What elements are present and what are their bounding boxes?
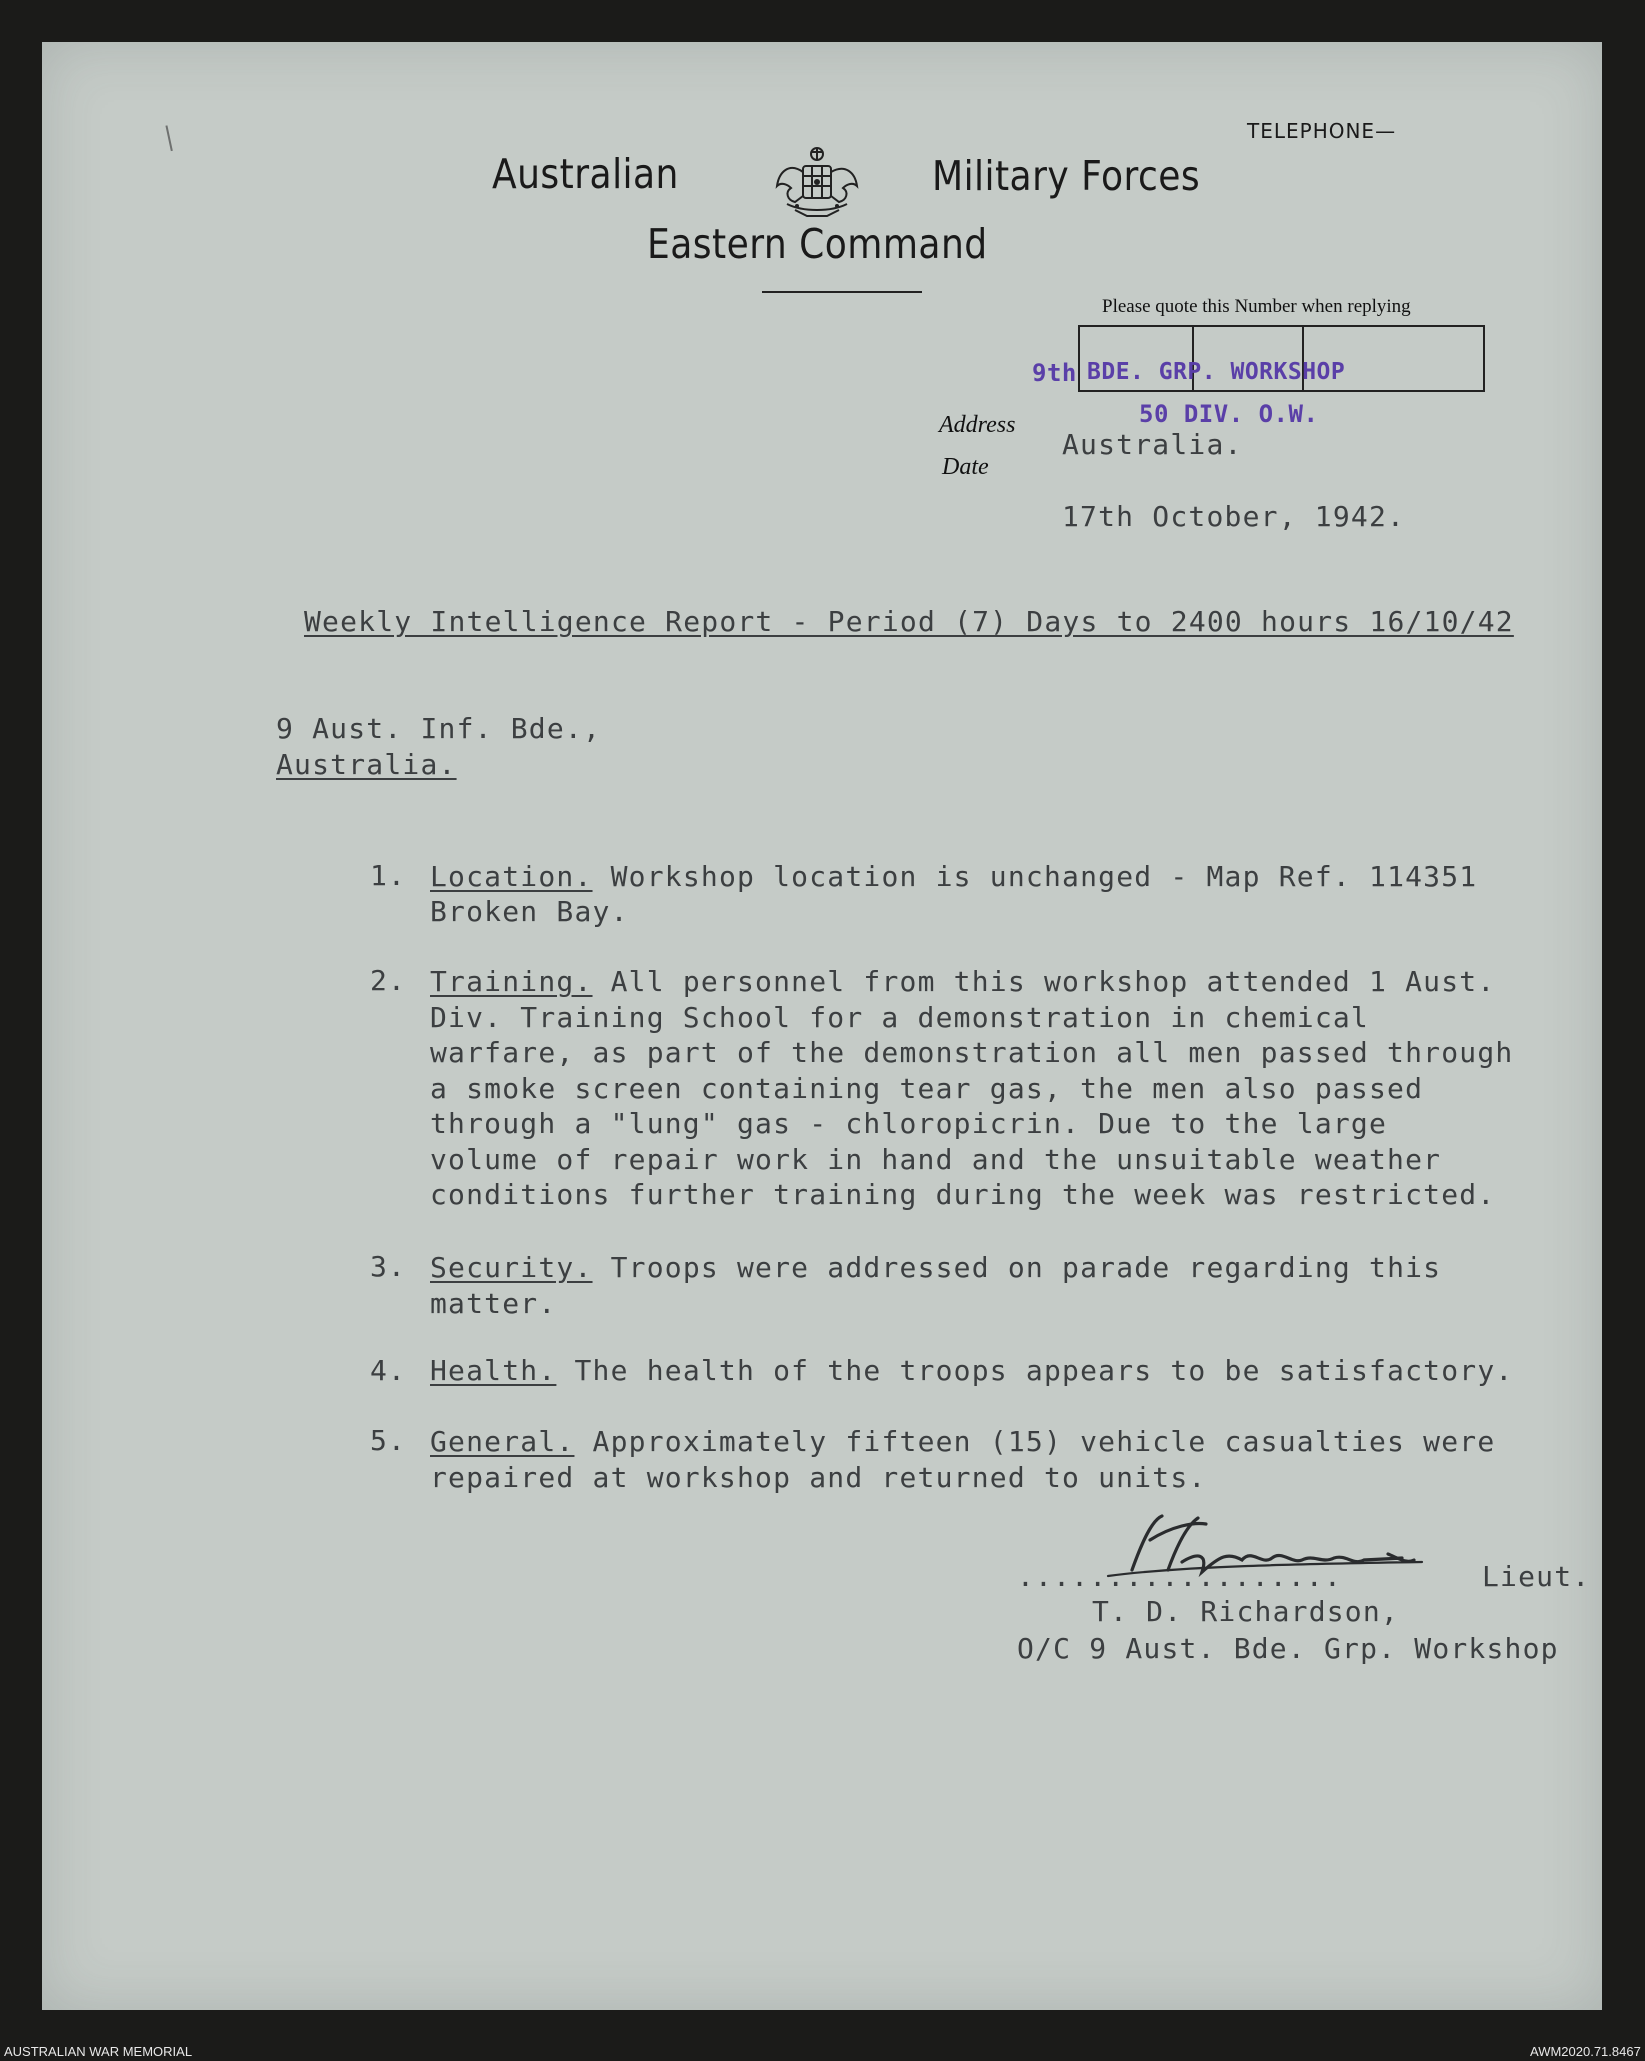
para-4-heading: Health. <box>430 1354 557 1387</box>
para-3-number: 3. <box>370 1250 407 1283</box>
para-4-line: The health of the troops appears to be satisfactory. <box>574 1354 1514 1387</box>
letter-page <box>42 42 1602 2010</box>
para-3-line: matter. <box>430 1287 557 1320</box>
para-1-body <box>430 859 1477 929</box>
para-2-body <box>430 964 1513 1213</box>
stamp-line1-prefix: 9th <box>1032 359 1077 387</box>
para-3-body <box>430 1250 1441 1322</box>
signature-dots: .................. <box>1017 1560 1343 1593</box>
para-2-line: through a "lung" gas - chloropicrin. Due to the large <box>430 1107 1388 1140</box>
stamp-line2: 50 DIV. O.W. <box>1139 400 1319 428</box>
letterhead-military-forces: Military Forces <box>932 152 1201 200</box>
para-1-number: 1. <box>370 859 407 892</box>
para-3-heading: Security. <box>430 1251 593 1284</box>
para-2-line: warfare, as part of the demonstration all men passed through <box>430 1036 1514 1069</box>
archive-footer-left: AUSTRALIAN WAR MEMORIAL <box>4 2044 193 2059</box>
letterhead-australian: Australian <box>492 150 679 198</box>
letterhead-eastern-command: Eastern Command <box>647 220 988 268</box>
address-label: Address <box>939 412 1016 438</box>
para-2-number: 2. <box>370 964 407 997</box>
para-2-line: volume of repair work in hand and the unsuitable weather <box>430 1142 1442 1176</box>
date-label: Date <box>942 454 989 480</box>
para-1-line: Broken Bay. <box>430 895 629 928</box>
para-1-heading: Location. <box>430 860 593 893</box>
para-2-heading: Training. <box>430 965 593 998</box>
date-value: 17th October, 1942. <box>1062 500 1406 533</box>
para-2-line: All personnel from this workshop attended 1 Aust. <box>610 965 1496 998</box>
signature-rank: Lieut. <box>1482 1560 1591 1593</box>
para-5-line: Approximately fifteen (15) vehicle casualties were <box>592 1425 1496 1458</box>
para-1-line: Workshop location is unchanged - Map Ref. 114351 <box>610 860 1478 893</box>
quote-caption: Please quote this Number when replying <box>1102 296 1411 317</box>
para-5-heading: General. <box>430 1425 575 1458</box>
signatory-title: O/C 9 Aust. Bde. Grp. Workshop <box>1017 1632 1559 1665</box>
report-subject: Weekly Intelligence Report - Period (7) Days to 2400 hours 16/10/42 <box>304 605 1514 638</box>
para-2-line: a smoke screen containing tear gas, the men also passed <box>430 1071 1424 1105</box>
para-5-number: 5. <box>370 1424 407 1457</box>
para-2-line: Div. Training School for a demonstration in chemical <box>430 1000 1369 1034</box>
letterhead-rule <box>762 291 922 293</box>
signatory-name: T. D. Richardson, <box>1092 1595 1399 1628</box>
para-2-line: conditions further training during the week was restricted. <box>430 1178 1496 1211</box>
archive-footer-right: AWM2020.71.8467 <box>1530 2044 1641 2059</box>
para-4-number: 4. <box>370 1354 407 1387</box>
para-3-line: Troops were addressed on parade regarding this <box>610 1251 1442 1284</box>
para-5-body <box>430 1424 1495 1496</box>
recipient-line2: Australia. <box>276 748 457 781</box>
address-value: Australia. <box>1062 428 1243 461</box>
para-5-line: repaired at workshop and returned to units. <box>430 1461 1207 1494</box>
para-4-body <box>430 1354 1513 1387</box>
coat-of-arms-icon <box>767 142 867 224</box>
telephone-label: TELEPHONE— <box>1247 119 1397 143</box>
recipient-line1: 9 Aust. Inf. Bde., <box>276 712 602 745</box>
stamp-line1: BDE. GRP. WORKSHOP <box>1087 359 1346 385</box>
paper-mark <box>165 123 184 151</box>
